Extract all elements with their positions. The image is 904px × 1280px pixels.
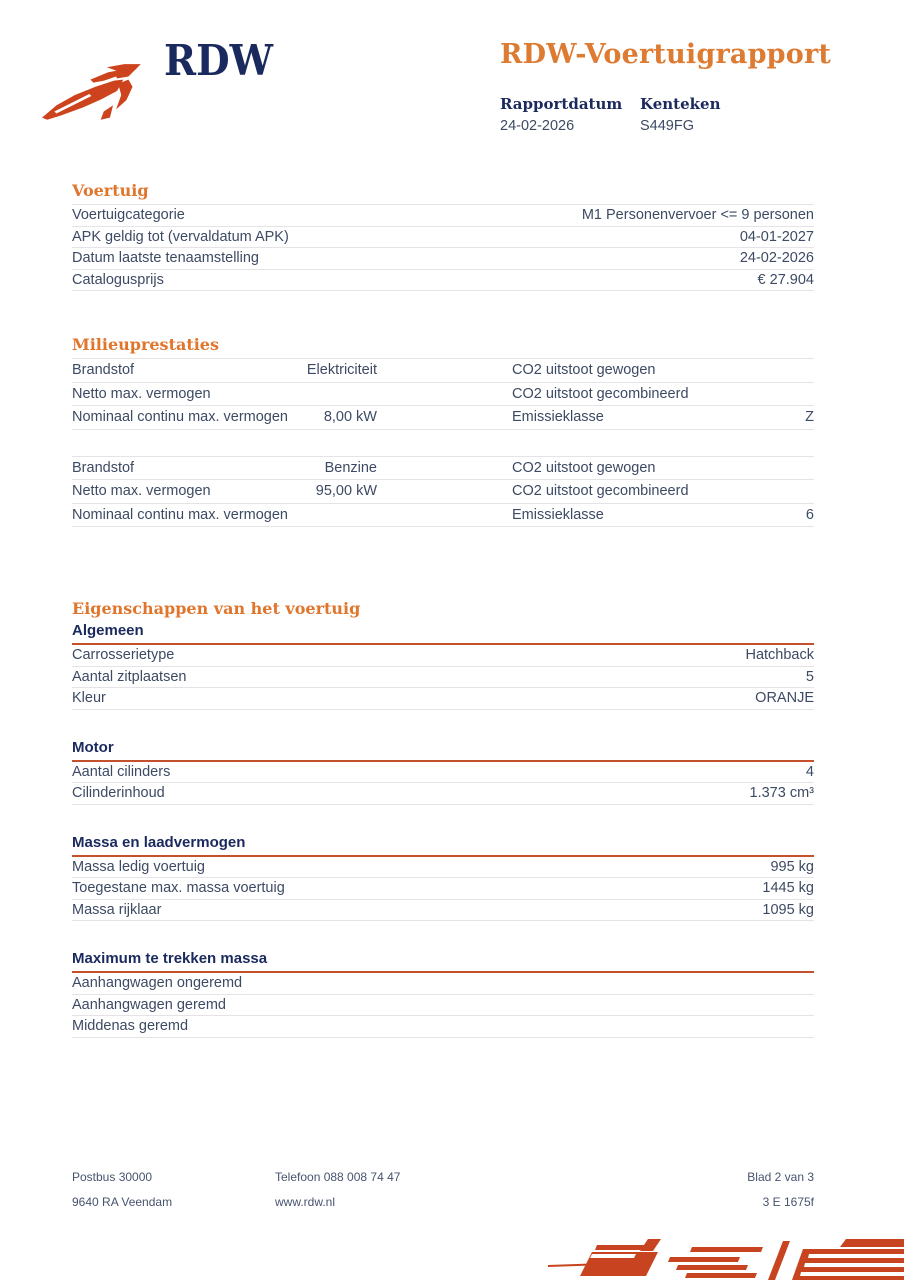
eigenschappen-subsections (72, 622, 814, 1038)
row-label: Carrosserietype (72, 647, 175, 664)
table-row (72, 504, 814, 528)
subsection-maximum-te-trekken-massa (72, 950, 814, 1038)
table-row (72, 359, 814, 383)
row-label: Kleur (72, 690, 106, 707)
footer-address (72, 1170, 275, 1209)
row-value: 4 (805, 763, 814, 780)
row-label: Voertuigcategorie (72, 207, 185, 224)
table-row (72, 878, 814, 900)
table-row (72, 645, 814, 667)
row-label: Datum laatste tenaamstelling (72, 250, 259, 267)
license-plate-value: S449FG (640, 117, 694, 134)
row-label: Netto max. vermogen (72, 483, 211, 500)
footer-page-number: Blad 2 van 3 (747, 1170, 814, 1184)
subsection-heading: Massa en laadvermogen (72, 833, 246, 851)
row-label: Brandstof (72, 362, 135, 379)
fuel-table-petrol (72, 456, 814, 528)
row-label: Aanhangwagen ongeremd (72, 975, 243, 992)
row-label: Toegestane max. massa voertuig (72, 880, 285, 897)
row-value: Hatchback (745, 647, 814, 664)
row-value: € 27.904 (757, 271, 814, 288)
footer-phone: Telefoon 088 008 74 47 (275, 1170, 401, 1184)
row-value: 1.373 cm³ (749, 785, 814, 802)
row-label: APK geldig tot (vervaldatum APK) (72, 228, 289, 245)
row-label: Massa rijklaar (72, 901, 162, 918)
row-value: ORANJE (755, 690, 814, 707)
footer-address-line1: Postbus 30000 (72, 1170, 153, 1184)
row-value: 1095 kg (762, 901, 814, 918)
row-value: Elektriciteit (306, 362, 377, 379)
report-body (72, 182, 814, 1038)
table-row (72, 248, 814, 270)
row-value: Benzine (324, 459, 377, 476)
row-label: Nominaal continu max. vermogen (72, 506, 288, 523)
title-block (500, 40, 860, 134)
subsection-motor (72, 739, 814, 805)
table-row (72, 762, 814, 784)
row-label: Nominaal continu max. vermogen (72, 409, 288, 426)
subsection-algemeen (72, 622, 814, 710)
table-row (72, 688, 814, 710)
row-value: 995 kg (770, 858, 814, 875)
table-row (72, 383, 814, 407)
subsection-heading: Algemeen (72, 622, 144, 639)
row-label: Catalogusprijs (72, 271, 164, 288)
footer-website: www.rdw.nl (275, 1195, 336, 1209)
row-value: 95,00 kW (315, 483, 377, 500)
section-heading-eigenschappen: Eigenschappen van het voertuig (72, 599, 361, 618)
voertuig-table (72, 204, 814, 291)
row-label-2: Emissieklasse (512, 506, 604, 523)
section-eigenschappen (72, 600, 814, 1038)
table-row (72, 480, 814, 504)
table-row (72, 900, 814, 922)
license-plate-label: Kenteken (640, 94, 721, 113)
row-value: M1 Personenvervoer <= 9 personen (581, 207, 814, 224)
table-row (72, 783, 814, 805)
subsection-massa-en-laadvermogen (72, 834, 814, 922)
row-value-2: Z (805, 409, 814, 426)
section-heading-milieuprestaties: Milieuprestaties (72, 335, 219, 354)
table-row (72, 1016, 814, 1038)
subsection-table (72, 645, 814, 710)
row-label: Cilinderinhoud (72, 785, 165, 802)
row-label: Brandstof (72, 459, 135, 476)
report-header (0, 0, 904, 160)
footer-contact (275, 1170, 747, 1209)
row-label: Aanhangwagen geremd (72, 996, 226, 1013)
table-row (72, 270, 814, 292)
table-row (72, 406, 814, 430)
row-value: 24-02-2026 (739, 250, 814, 267)
rdw-logo-text: RDW (164, 36, 274, 85)
row-label: Netto max. vermogen (72, 385, 211, 402)
fuel-table-electric (72, 358, 814, 430)
row-label-2: Emissieklasse (512, 409, 604, 426)
subsection-table (72, 857, 814, 922)
row-value: 1445 kg (762, 880, 814, 897)
table-row (72, 995, 814, 1017)
row-value: 04-01-2027 (739, 228, 814, 245)
section-milieuprestaties (72, 336, 814, 527)
row-label-2: CO2 uitstoot gewogen (512, 459, 656, 476)
footer-page-info (747, 1170, 814, 1209)
table-row (72, 457, 814, 481)
row-label: Aantal zitplaatsen (72, 668, 187, 685)
table-row (72, 205, 814, 227)
row-value-2: 6 (805, 506, 814, 523)
section-voertuig (72, 182, 814, 291)
row-label-2: CO2 uitstoot gecombineerd (512, 385, 689, 402)
subsection-table (72, 973, 814, 1038)
page-title: RDW-Voertuigrapport (500, 39, 832, 70)
subsection-heading: Motor (72, 738, 114, 756)
license-plate-block (640, 95, 780, 134)
report-date-block (500, 95, 640, 134)
section-heading-voertuig: Voertuig (72, 181, 149, 200)
row-label: Middenas geremd (72, 1018, 189, 1035)
table-row (72, 667, 814, 689)
table-row (72, 857, 814, 879)
report-date-label: Rapportdatum (500, 94, 623, 113)
report-meta (500, 95, 860, 134)
row-label: Aantal cilinders (72, 763, 171, 780)
row-label: Massa ledig voertuig (72, 858, 205, 875)
rdw-speed-stripes-icon (540, 1238, 904, 1280)
rdw-logo (42, 30, 283, 134)
row-value: 5 (805, 668, 814, 685)
subsection-heading: Maximum te trekken massa (72, 950, 268, 967)
footer-address-line2: 9640 RA Veendam (72, 1195, 173, 1209)
table-row (72, 227, 814, 249)
subsection-table (72, 762, 814, 805)
row-label-2: CO2 uitstoot gecombineerd (512, 483, 689, 500)
report-date-value: 24-02-2026 (500, 117, 575, 134)
rdw-wing-icon (42, 54, 148, 134)
row-value: 8,00 kW (323, 409, 377, 426)
table-row (72, 973, 814, 995)
footer-form-code: 3 E 1675f (762, 1195, 814, 1209)
report-footer (72, 1170, 814, 1209)
row-label-2: CO2 uitstoot gewogen (512, 362, 656, 379)
